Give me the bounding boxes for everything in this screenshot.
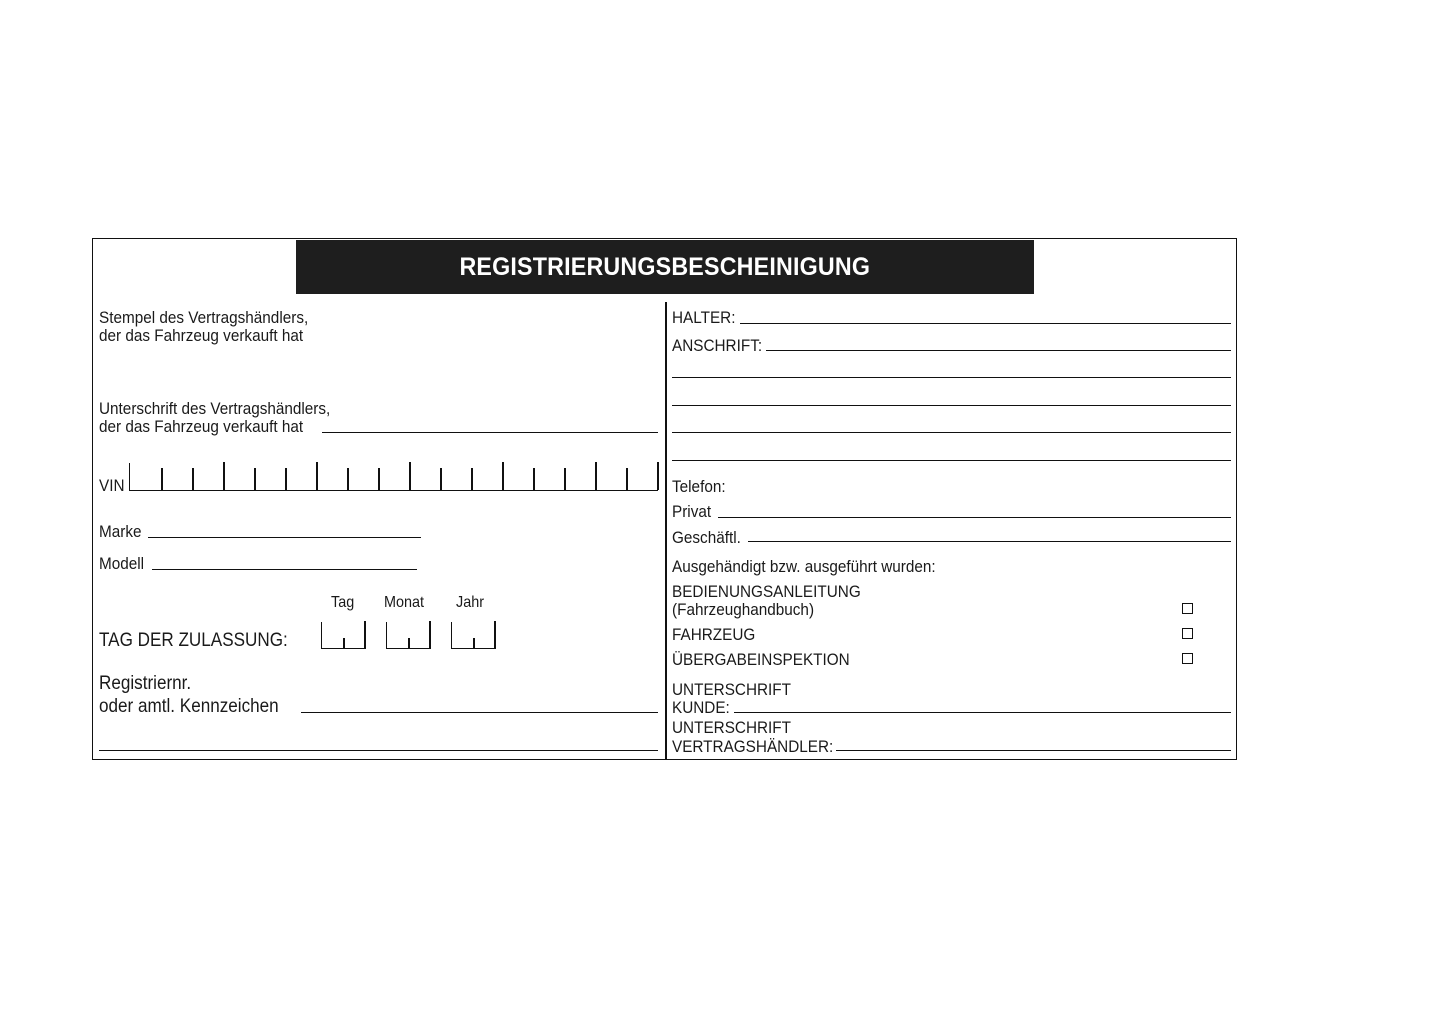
anschrift-label: ANSCHRIFT:: [672, 336, 763, 355]
zulassung-label: TAG DER ZULASSUNG:: [99, 630, 288, 651]
stamp-label-line1: Stempel des Vertragshändlers,: [99, 308, 309, 327]
halter-field[interactable]: [740, 323, 1231, 324]
stamp-label-line2: der das Fahrzeug verkauft hat: [99, 326, 304, 345]
date-monat-label: Monat: [384, 594, 425, 611]
uebergabeinspektion-checkbox[interactable]: [1182, 653, 1193, 664]
haendler-signature-label-line1: UNTERSCHRIFT: [672, 718, 791, 737]
anschrift-field-line3[interactable]: [672, 405, 1231, 406]
vin-cell-separator: [564, 468, 566, 490]
kunde-signature-label-line1: UNTERSCHRIFT: [672, 680, 791, 699]
kunde-signature-field[interactable]: [734, 712, 1231, 713]
bedienungsanleitung-checkbox[interactable]: [1182, 603, 1193, 614]
anschrift-field-line5[interactable]: [672, 460, 1231, 461]
privat-field[interactable]: [718, 517, 1231, 518]
registriernr-extra-field[interactable]: [99, 750, 658, 751]
item-bedienungsanleitung-sublabel: (Fahrzeughandbuch): [672, 600, 815, 619]
anschrift-field[interactable]: [766, 350, 1231, 351]
vin-cell-separator: [347, 468, 349, 490]
date-jahr-field[interactable]: [451, 622, 496, 649]
vin-cell-separator: [192, 468, 194, 490]
telefon-label: Telefon:: [672, 477, 726, 496]
vin-label: VIN: [99, 476, 125, 495]
title-bar: [296, 240, 1034, 294]
dealer-signature-field[interactable]: [322, 432, 658, 433]
date-tag-label: Tag: [331, 594, 355, 611]
registriernr-label-line1: Registriernr.: [99, 673, 192, 694]
anschrift-field-line4[interactable]: [672, 432, 1231, 433]
registriernr-label-line2: oder amtl. Kennzeichen: [99, 696, 279, 717]
marke-field[interactable]: [148, 537, 421, 538]
privat-label: Privat: [672, 502, 712, 521]
geschaeftl-field[interactable]: [748, 541, 1231, 542]
vin-cell-separator: [471, 468, 473, 490]
vin-cell-separator: [533, 468, 535, 490]
vin-cell-separator: [285, 468, 287, 490]
signature-label-line1: Unterschrift des Vertragshändlers,: [99, 399, 331, 418]
modell-label: Modell: [99, 554, 145, 573]
vin-cell-separator: [409, 462, 411, 490]
vin-cell-separator: [595, 462, 597, 490]
form-title: REGISTRIERUNGSBESCHEINIGUNG: [459, 252, 871, 281]
geschaeftl-label: Geschäftl.: [672, 528, 741, 547]
vin-cell-separator: [657, 462, 659, 490]
date-monat-field[interactable]: [386, 622, 431, 649]
column-divider: [665, 302, 667, 760]
vin-cell-separator: [316, 462, 318, 490]
marke-label: Marke: [99, 522, 142, 541]
date-jahr-label: Jahr: [456, 594, 485, 611]
registriernr-field[interactable]: [301, 712, 658, 713]
vin-cell-separator: [161, 468, 163, 490]
vin-field[interactable]: [129, 463, 658, 491]
haendler-signature-field[interactable]: [836, 750, 1231, 751]
vin-cell-separator: [378, 468, 380, 490]
fahrzeug-checkbox[interactable]: [1182, 628, 1193, 639]
date-tag-field[interactable]: [321, 622, 366, 649]
item-uebergabeinspektion-label: ÜBERGABEINSPEKTION: [672, 650, 850, 669]
signature-label-line2: der das Fahrzeug verkauft hat: [99, 417, 304, 436]
kunde-signature-label-line2: KUNDE:: [672, 698, 730, 717]
item-bedienungsanleitung-label: BEDIENUNGSANLEITUNG: [672, 582, 861, 601]
anschrift-field-line2[interactable]: [672, 377, 1231, 378]
halter-label: HALTER:: [672, 308, 736, 327]
item-fahrzeug-label: FAHRZEUG: [672, 625, 756, 644]
vin-cell-separator: [626, 468, 628, 490]
haendler-signature-label-line2: VERTRAGSHÄNDLER:: [672, 737, 834, 756]
vin-cell-separator: [502, 462, 504, 490]
vin-cell-separator: [440, 468, 442, 490]
vin-cell-separator: [223, 462, 225, 490]
modell-field[interactable]: [152, 569, 417, 570]
vin-cell-separator: [254, 468, 256, 490]
ausgehaendigt-label: Ausgehändigt bzw. ausgeführt wurden:: [672, 557, 936, 576]
